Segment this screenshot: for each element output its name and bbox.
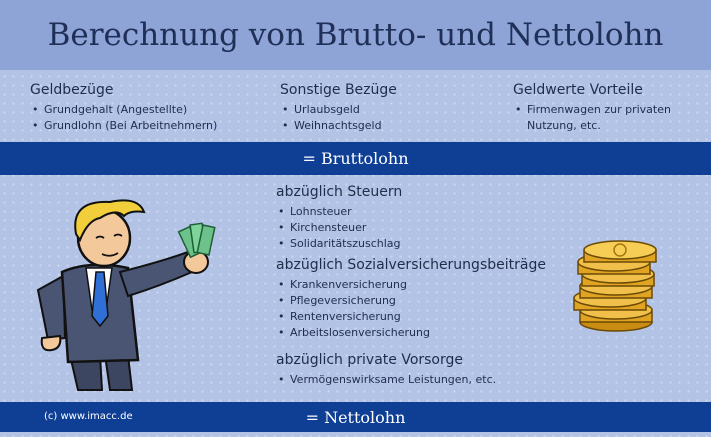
list-item: • Krankenversicherung [276,277,546,293]
list-item: • Lohnsteuer [276,204,402,220]
section-list [276,372,496,388]
section-heading: abzüglich private Vorsorge [276,352,464,368]
list-item: • Rentenversicherung [276,309,546,325]
column-heading: Geldbezüge [30,82,114,98]
section-sozialversicherung [276,257,546,341]
section-private-vorsorge [276,352,496,388]
list-item: • Weihnachtsgeld [280,118,480,134]
column-heading: Sonstige Bezüge [280,82,397,98]
column-geldbezuege [30,82,250,134]
column-list [30,102,250,134]
column-heading: Geldwerte Vorteile [513,82,643,98]
nettolohn-label: = Nettolohn [305,407,406,427]
bruttolohn-label: = Bruttolohn [302,149,409,168]
list-item: • Pflegeversicherung [276,293,546,309]
list-item: • Grundgehalt (Angestellte) [30,102,250,118]
list-item: • Firmenwagen zur privaten Nutzung, etc. [513,102,693,134]
netto-band [0,402,711,432]
column-geldwerte-vorteile [513,82,693,134]
section-list [276,204,402,252]
list-item: • Kirchensteuer [276,220,402,236]
list-item: • Vermögenswirksame Leistungen, etc. [276,372,496,388]
list-item: • Solidaritätszuschlag [276,236,402,252]
coin-stack-icon [566,230,666,340]
page-title: Berechnung von Brutto- und Nettolohn [47,17,664,53]
list-item: • Urlaubsgeld [280,102,480,118]
list-item: • Grundlohn (Bei Arbeitnehmern) [30,118,250,134]
businessman-with-cash-icon [20,190,230,395]
column-sonstige-bezuege [280,82,480,134]
column-list [280,102,480,134]
section-heading: abzüglich Steuern [276,184,403,200]
brutto-band [0,142,711,175]
section-list [276,277,546,341]
copyright-text: (c) www.imacc.de [44,411,133,422]
column-list [513,102,693,134]
list-item: • Arbeitslosenversicherung [276,325,546,341]
header [0,0,711,70]
section-heading: abzüglich Sozialversicherungsbeiträge [276,257,546,273]
section-steuern [276,184,402,252]
